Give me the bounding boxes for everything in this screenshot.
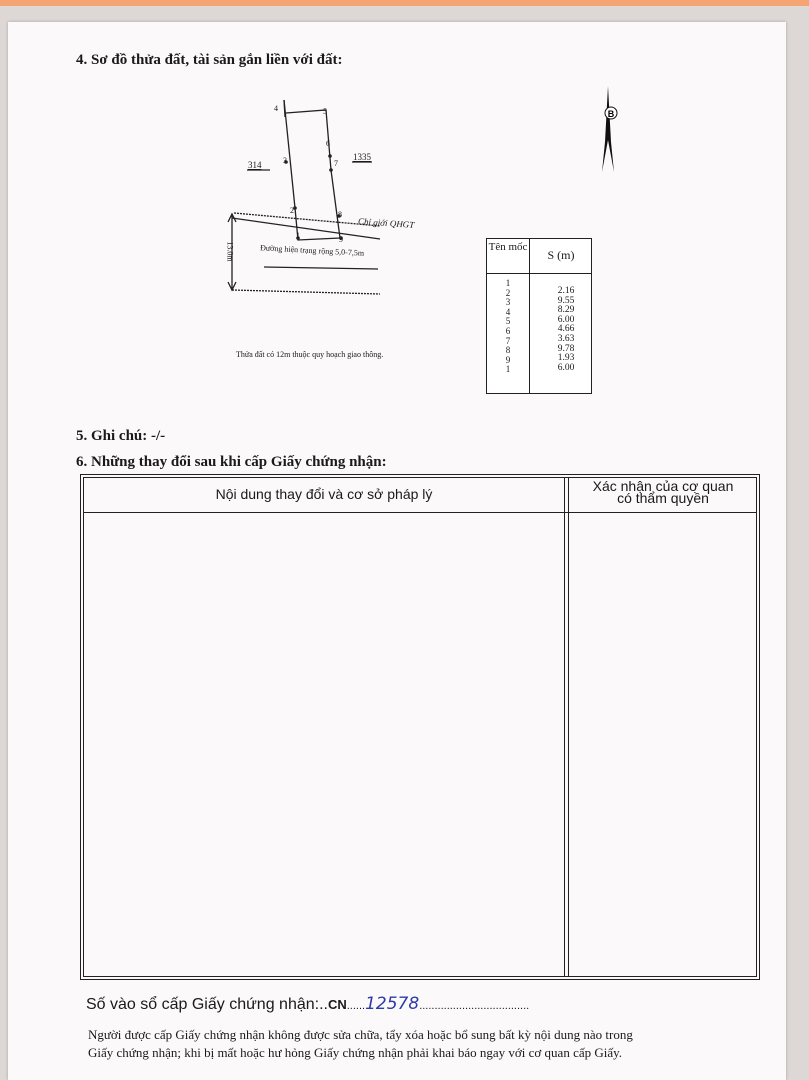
top-color-strip bbox=[0, 0, 809, 6]
register-dots: ...... bbox=[346, 1000, 366, 1012]
survey-point: 7 bbox=[505, 335, 511, 346]
survey-distance-list bbox=[547, 287, 585, 373]
survey-point: 9 bbox=[505, 354, 511, 365]
register-number-line bbox=[86, 994, 529, 1014]
survey-point: 5 bbox=[505, 316, 511, 327]
point-label-1: 1 bbox=[296, 231, 300, 240]
changes-header-rule bbox=[84, 512, 756, 513]
footer-note-line2: Giấy chứng nhận; khi bị mất hoặc hư hỏng Giấy chứng nhận phải khai báo ngay với cơ quan cấp Giấy. bbox=[88, 1045, 623, 1060]
survey-distance: 2.16 bbox=[557, 286, 575, 296]
survey-point: 4 bbox=[505, 306, 511, 317]
survey-distance: 6.00 bbox=[557, 314, 575, 325]
survey-point-list bbox=[487, 279, 529, 375]
register-dots-trailing: .................................... bbox=[419, 1000, 530, 1012]
changes-table bbox=[80, 474, 760, 980]
survey-point: 8 bbox=[505, 345, 511, 356]
footer-note-line1: Người được cấp Giấy chứng nhận không được sửa chữa, tẩy xóa hoặc bổ sung bất kỳ nội dung nào trong bbox=[88, 1027, 633, 1042]
point-label-7: 7 bbox=[334, 159, 338, 168]
survey-distance: 9.78 bbox=[557, 343, 575, 354]
changes-col-content-header: Nội dung thay đổi và cơ sở pháp lý bbox=[215, 486, 433, 502]
point-label-5: 5 bbox=[323, 107, 327, 116]
register-handwritten-number: 12578 bbox=[365, 994, 420, 1014]
point-label-2: 2 bbox=[290, 206, 294, 215]
survey-distance: 8.29 bbox=[557, 305, 575, 316]
north-arrow-icon bbox=[602, 86, 617, 172]
road-label: Đường hiện trạng rộng 5,0-7,5m bbox=[259, 243, 365, 258]
changes-column-separator bbox=[564, 478, 569, 976]
road-label-underline bbox=[264, 267, 378, 269]
survey-distance: 6.00 bbox=[557, 362, 575, 373]
survey-point: 3 bbox=[505, 297, 511, 308]
parcel-diagram bbox=[8, 22, 786, 402]
svg-text:B: B bbox=[607, 109, 615, 119]
confirmation-header-line1: Xác nhận của cơ quan bbox=[592, 478, 734, 494]
survey-point: 1 bbox=[505, 364, 511, 375]
survey-distance: 4.66 bbox=[557, 324, 575, 335]
neighbour-parcel-1335: 1335 bbox=[353, 152, 371, 162]
survey-markers-table bbox=[486, 238, 592, 394]
register-code: CN bbox=[327, 997, 347, 1012]
survey-distance: 9.55 bbox=[557, 295, 575, 306]
survey-distance: 3.63 bbox=[557, 333, 575, 344]
marker-7 bbox=[329, 168, 333, 172]
survey-point: 6 bbox=[505, 325, 511, 336]
point-label-4: 4 bbox=[274, 104, 278, 113]
diagram-caption: Thửa đất có 12m thuộc quy hoạch giao thông. bbox=[236, 350, 384, 359]
point-label-9: 9 bbox=[339, 235, 343, 244]
road-width-label: 13.0m bbox=[225, 241, 235, 262]
changes-table-inner-border bbox=[83, 477, 757, 977]
survey-col-distance-header: S (m) bbox=[547, 248, 575, 262]
survey-point: 1 bbox=[505, 278, 511, 288]
register-label: Số vào sổ cấp Giấy chứng nhận:.. bbox=[86, 996, 328, 1013]
section-6-title: 6. Những thay đổi sau khi cấp Giấy chứng nhận: bbox=[76, 454, 387, 470]
point-label-8: 8 bbox=[338, 210, 342, 219]
changes-col-confirmation-header bbox=[568, 480, 758, 504]
planning-boundary-label: Chỉ giới QHGT bbox=[357, 216, 415, 230]
point-label-3: 3 bbox=[283, 156, 287, 165]
section-5-title: 5. Ghi chú: -/- bbox=[76, 428, 166, 444]
section-4-title: 4. Sơ đồ thửa đất, tài sản gắn liền với đất: bbox=[76, 52, 343, 68]
road-far-edge bbox=[232, 290, 380, 294]
certificate-page bbox=[8, 22, 786, 1080]
survey-distance: 1.93 bbox=[557, 353, 575, 364]
survey-point: 2 bbox=[505, 287, 511, 298]
survey-col-marker-header: Tên mốc bbox=[488, 241, 528, 253]
marker-6 bbox=[328, 154, 332, 158]
point-label-6: 6 bbox=[326, 139, 330, 148]
confirmation-header-line2: có thẩm quyền bbox=[617, 490, 709, 506]
neighbour-parcel-314: 314 bbox=[248, 160, 262, 170]
